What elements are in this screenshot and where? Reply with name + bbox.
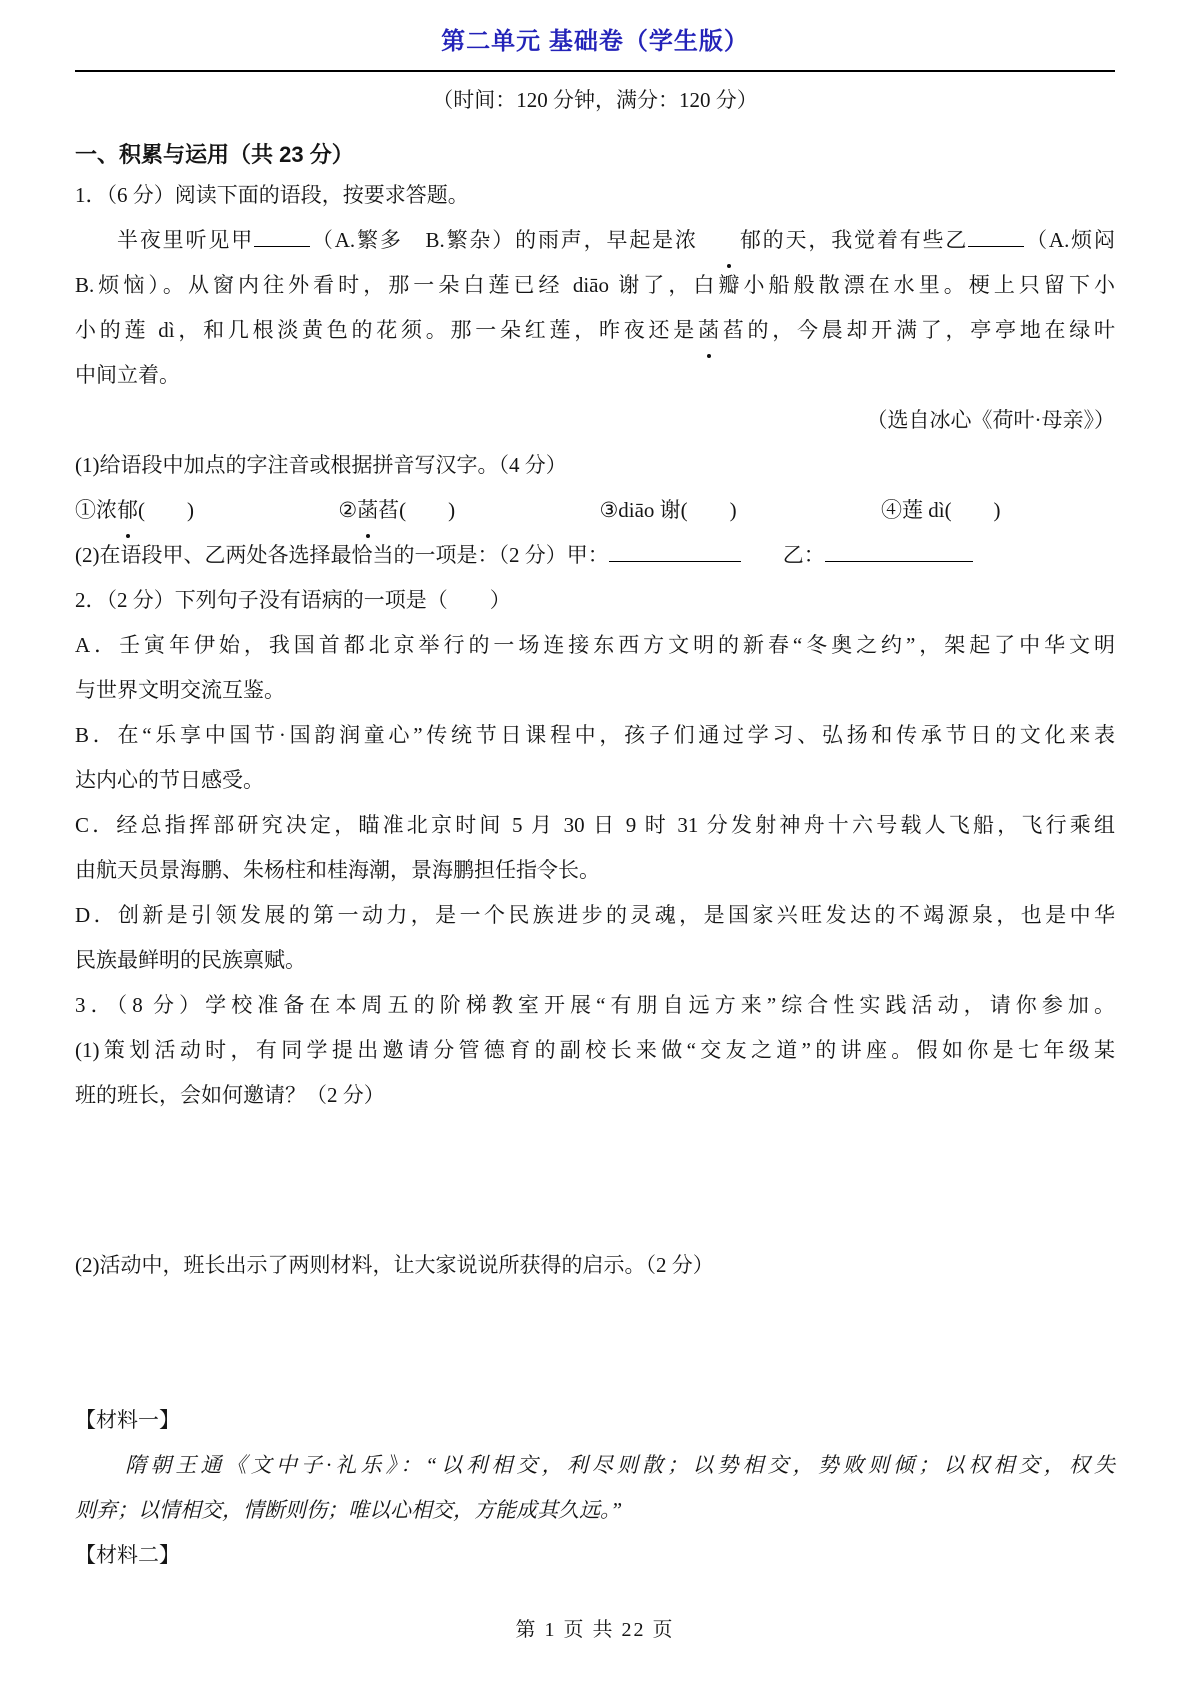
q2-option-a-line-1: A．壬寅年伊始，我国首都北京举行的一场连接东西方文明的新春“冬奥之约”，架起了中华文明 bbox=[75, 633, 1115, 657]
pinyin-item-2 bbox=[338, 488, 455, 533]
q2-option-d-line-2: 民族最鲜明的民族禀赋。 bbox=[75, 948, 306, 972]
q2-option-d-line-1: D．创新是引领发展的第一动力，是一个民族进步的灵魂，是国家兴旺发达的不竭源泉，也是中华 bbox=[75, 903, 1115, 927]
q1-pinyin-items-row bbox=[75, 488, 1001, 533]
q1-passage-line-2: B.烦恼）。从窗内往外看时，那一朵白莲已经 diāo 谢了，白瓣小船般散漂在水里。梗上只留下小 bbox=[75, 273, 1115, 297]
exam-meta: （时间：120 分钟，满分：120 分） bbox=[432, 88, 758, 112]
q1-passage-attribution: （选自冰心《荷叶·母亲》） bbox=[866, 408, 1115, 432]
q1-passage-line-1 bbox=[75, 218, 1115, 263]
text-segment: 萏的，今晨却开满了，亭亭地在绿叶 bbox=[719, 318, 1115, 342]
emphasized-char: 郁 bbox=[117, 488, 138, 533]
text-segment: ①浓 bbox=[75, 498, 117, 522]
q2-stem: 2．（2 分）下列句子没有语病的一项是（ ） bbox=[75, 588, 511, 612]
q3-sub2-stem: (2)活动中，班长出示了两则材料，让大家说说所获得的启示。（2 分） bbox=[75, 1253, 714, 1277]
pinyin-item-3 bbox=[599, 488, 736, 533]
q3-sub1-line-1: (1)策划活动时，有同学提出邀请分管德育的副校长来做“交友之道”的讲座。假如你是七年级某 bbox=[75, 1038, 1115, 1062]
q3-sub1-line-2: 班的班长，会如何邀请？（2 分） bbox=[75, 1083, 385, 1107]
blank-underline bbox=[825, 556, 973, 562]
section-1-heading: 一、积累与运用（共 23 分） bbox=[75, 142, 354, 167]
text-segment: ③diāo 谢( ) bbox=[599, 498, 737, 522]
emphasized-char: 菡 bbox=[698, 308, 719, 353]
text-segment: 半夜里听见甲 bbox=[117, 228, 255, 252]
q3-stem: 3．（8 分）学校准备在本周五的阶梯教室开展“有朋自远方来”综合性实践活动，请你参加。 bbox=[75, 993, 1115, 1017]
text-segment: ② bbox=[338, 498, 358, 522]
material-1-label: 【材料一】 bbox=[75, 1408, 180, 1432]
q2-option-a-line-2: 与世界文明交流互鉴。 bbox=[75, 678, 285, 702]
q2-option-b-line-1: B．在“乐享中国节·国韵润童心”传统节日课程中，孩子们通过学习、弘扬和传承节日的文化来表 bbox=[75, 723, 1115, 747]
text-segment: 萏( ) bbox=[378, 498, 456, 522]
q1-sub2-stem bbox=[75, 533, 1115, 578]
text-segment: 乙： bbox=[740, 543, 825, 567]
q1-sub1-stem: (1)给语段中加点的字注音或根据拼音写汉字。（4 分） bbox=[75, 453, 567, 477]
text-segment: 的天，我觉着有些乙 bbox=[760, 228, 969, 252]
q1-passage-line-4: 中间立着。 bbox=[75, 363, 180, 387]
title-divider bbox=[75, 70, 1115, 72]
material-2-label: 【材料二】 bbox=[75, 1543, 180, 1567]
q2-option-c-line-1: C．经总指挥部研究决定，瞄准北京时间 5 月 30 日 9 时 31 分发射神舟十六号载人飞船，飞行乘组 bbox=[75, 813, 1115, 837]
answer-space-2 bbox=[75, 1288, 1115, 1398]
blank-underline bbox=[968, 241, 1024, 247]
emphasized-char: 郁 bbox=[698, 218, 761, 263]
blank-underline bbox=[254, 241, 310, 247]
pinyin-item-4 bbox=[881, 488, 1001, 533]
pinyin-item-1 bbox=[75, 488, 194, 533]
material-1-line-2: 则弃；以情相交，情断则伤；唯以心相交，方能成其久远。” bbox=[75, 1498, 623, 1522]
answer-space-1 bbox=[75, 1118, 1115, 1243]
text-segment: (2)在语段甲、乙两处各选择最恰当的一项是：（2 分）甲： bbox=[75, 543, 609, 567]
material-1-line-1: 隋朝王通《文中子·礼乐》：“以利相交，利尽则散；以势相交，势败则倾；以权相交，权失 bbox=[75, 1453, 1115, 1477]
q2-option-c-line-2: 由航天员景海鹏、朱杨柱和桂海潮，景海鹏担任指令长。 bbox=[75, 858, 600, 882]
blank-underline bbox=[609, 556, 741, 562]
text-segment: 小的莲 dì，和几根淡黄色的花须。那一朵红莲，昨夜还是 bbox=[75, 318, 699, 342]
page-number-footer: 第 1 页 共 22 页 bbox=[515, 1619, 675, 1641]
q1-stem: 1．（6 分）阅读下面的语段，按要求答题。 bbox=[75, 183, 469, 207]
page-title: 第二单元 基础卷（学生版） bbox=[441, 28, 749, 55]
emphasized-char: 菡 bbox=[357, 488, 378, 533]
text-segment: （A.烦闷 bbox=[1024, 228, 1116, 252]
text-segment: ( ) bbox=[138, 498, 194, 522]
q2-option-b-line-2: 达内心的节日感受。 bbox=[75, 768, 264, 792]
text-segment: （A.繁多 B.繁杂）的雨声，早起是浓 bbox=[310, 228, 698, 252]
text-segment: ④莲 dì( ) bbox=[880, 498, 1001, 522]
q1-passage-line-3 bbox=[75, 308, 1115, 353]
